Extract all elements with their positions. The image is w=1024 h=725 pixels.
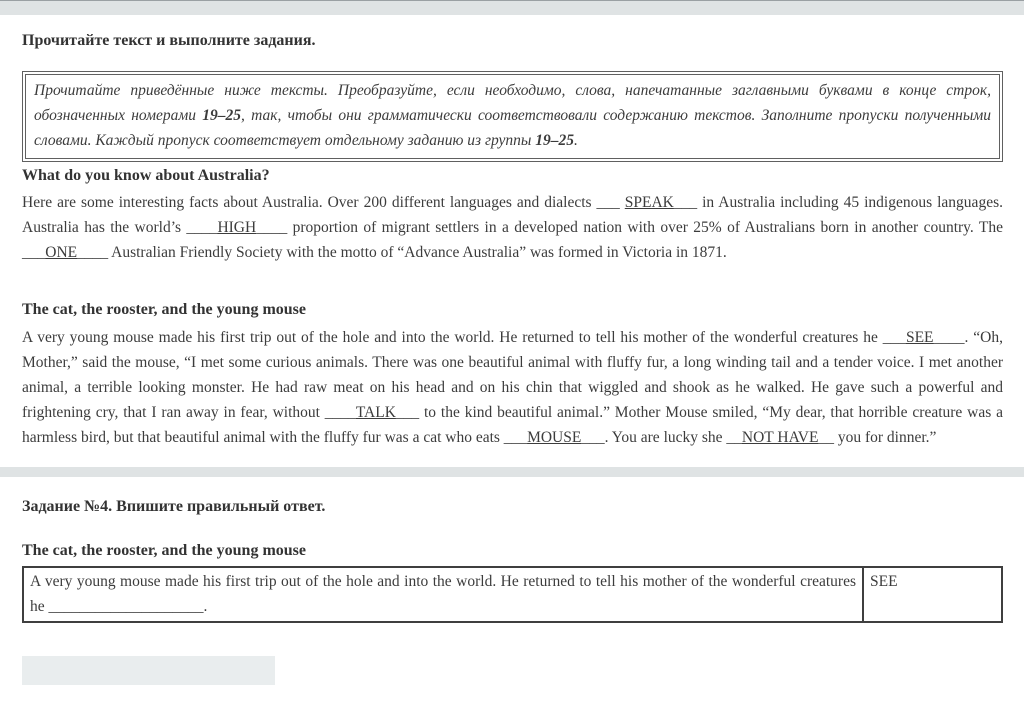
australia-paragraph: Here are some interesting facts about Australia. Over 200 different languages and dialects ___ SPEAK___ in Australia including 45 indigenous languages. Australia has the world’s ____HIGH____ proportion of migrant settlers in a developed nation with over 25% of Australians born in another country. The ___ONE____ Australian Friendly Society with the motto of “Advance Australia” was formed in Victoria in 1871. — [22, 194, 1003, 261]
task4-story-heading: The cat, the rooster, and the young mouse — [22, 542, 307, 559]
task4-table — [22, 566, 1003, 623]
instruction-text: Прочитайте приведённые ниже тексты. Преобразуйте, если необходимо, слова, напечатанные заглавными буквами в конце строк, обозначенных номерами 19–25, так, чтобы они грамматически соответствовали содержанию текстов. Заполните пропуски полученными словами. Каждый пропуск соответствует отдельному заданию из группы 19–25. — [34, 82, 991, 149]
instruction-box-inner — [25, 74, 1000, 159]
task4-keyword-cell: SEE — [863, 567, 1002, 622]
section-divider — [0, 467, 1024, 477]
task4-title: Задание №4. Впишите правильный ответ. — [22, 498, 326, 515]
cat-story-paragraph: A very young mouse made his first trip out of the hole and into the world. He returned to tell his mother of the wonderful creatures he ___SEE____. “Oh, Mother,” said the mouse, “I met some curious animals. There was one beautiful animal with fluffy fur, a long winding tail and a tender voice. I met another animal, a terrible looking monster. He had raw meat on his head and on his chin that wiggled and shook as he walked. He gave such a powerful and frightening cry, that I ran away in fear, without ____TALK___ to the kind beautiful animal.” Mother Mouse smiled, “My dear, that horrible creature was a harmless bird, but that beautiful animal with the fluffy fur was a cat who eats ___MOUSE___. You are lucky she __NOT HAVE__ you for dinner.” — [22, 329, 1003, 446]
section1-title: Прочитайте текст и выполните задания. — [22, 32, 316, 49]
table-row — [23, 567, 1002, 622]
australia-heading: What do you know about Australia? — [22, 167, 270, 184]
instruction-box — [22, 71, 1003, 162]
reading-section — [0, 15, 1024, 450]
answer-input[interactable] — [22, 656, 275, 685]
top-strip — [0, 0, 1024, 15]
task4-prompt-cell: A very young mouse made his first trip out of the hole and into the world. He returned to tell his mother of the wonderful creatures he ____________________. — [23, 567, 863, 622]
cat-story-heading: The cat, the rooster, and the young mouse — [22, 301, 307, 318]
task4-section — [0, 477, 1024, 685]
